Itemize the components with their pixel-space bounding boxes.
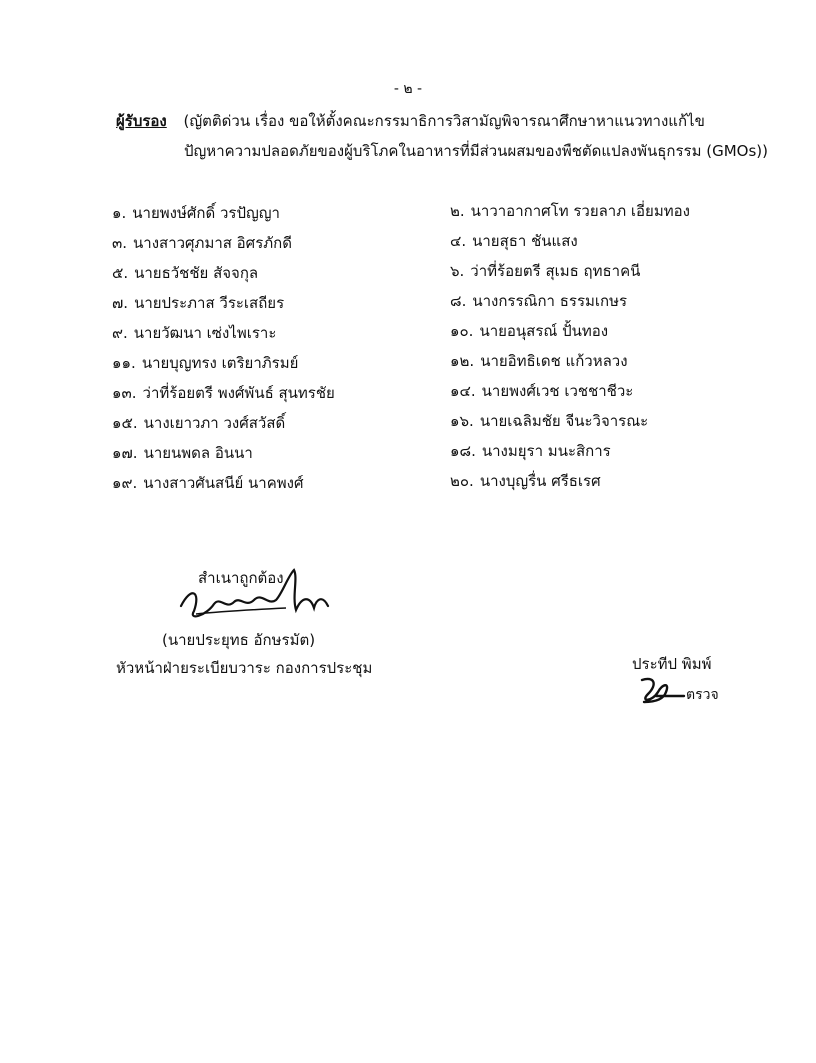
right-column — [450, 196, 690, 496]
heading-label: ผู้รับรอง — [116, 112, 167, 130]
heading — [116, 110, 705, 132]
list-item: ๑๔. นายพงศ์เวช เวชชาชีวะ — [450, 382, 634, 400]
list-item: ๗. นายประภาส วีระเสถียร — [112, 294, 285, 312]
list-item: ๑๐. นายอนุสรณ์ ปั้นทอง — [450, 322, 609, 340]
list-item: ๒๐. นางบุญรื่น ศรีธเรศ — [450, 472, 601, 490]
list-item: ๑. นายพงษ์ศักดิ์ วรปัญญา — [112, 204, 280, 222]
heading-line-2: ปัญหาความปลอดภัยของผู้บริโภคในอาหารที่มีส่วนผสมของพืชตัดแปลงพันธุกรรม (GMOs)) — [184, 142, 769, 160]
list-item: ๖. ว่าที่ร้อยตรี สุเมธ ฤทธาคนี — [450, 262, 641, 280]
list-item: ๑๒. นายอิทธิเดช แก้วหลวง — [450, 352, 628, 370]
page-number: - ๒ - — [393, 81, 423, 97]
list-item: ๑๗. นายนพดล อินนา — [112, 444, 253, 462]
certification-text: สำเนาถูกต้อง — [198, 569, 284, 587]
list-item: ๓. นางสาวศุภมาส อิศรภักดี — [112, 234, 292, 252]
list-item: ๑๑. นายบุญทรง เตริยาภิรมย์ — [112, 354, 299, 372]
list-item: ๘. นางกรรณิกา ธรรมเกษร — [450, 292, 628, 310]
list-item: ๑๖. นายเฉลิมชัย จีนะวิจารณะ — [450, 412, 649, 430]
signer-name: (นายประยุทธ อักษรมัต) — [162, 631, 316, 649]
list-item: ๑๙. นางสาวศันสนีย์ นาคพงศ์ — [112, 474, 304, 492]
heading-line-1: (ญัตติด่วน เรื่อง ขอให้ตั้งคณะกรรมาธิการวิสามัญพิจารณาศึกษาหาแนวทางแก้ไข — [183, 112, 705, 130]
typist-label: ประทีป พิมพ์ — [632, 655, 712, 673]
list-item: ๑๕. นางเยาวภา วงศ์สวัสดิ์ — [112, 414, 286, 432]
signer-title: หัวหน้าฝ่ายระเบียบวาระ กองการประชุม — [116, 659, 373, 677]
list-item: ๕. นายธวัชชัย สัจจกุล — [112, 264, 259, 282]
initials-signature-image — [636, 674, 686, 706]
checker-label: ตรวจ — [686, 687, 719, 703]
left-column — [112, 198, 335, 498]
list-item: ๔. นายสุธา ชันแสง — [450, 232, 578, 250]
list-item: ๑๘. นางมยุรา มนะสิการ — [450, 442, 611, 460]
list-item: ๙. นายวัฒนา เซ่งไพเราะ — [112, 324, 277, 342]
list-item: ๑๓. ว่าที่ร้อยตรี พงศ์พันธ์ สุนทรชัย — [112, 384, 335, 402]
signature-image — [176, 566, 336, 626]
list-item: ๒. นาวาอากาศโท รวยลาภ เอี่ยมทอง — [450, 202, 690, 220]
